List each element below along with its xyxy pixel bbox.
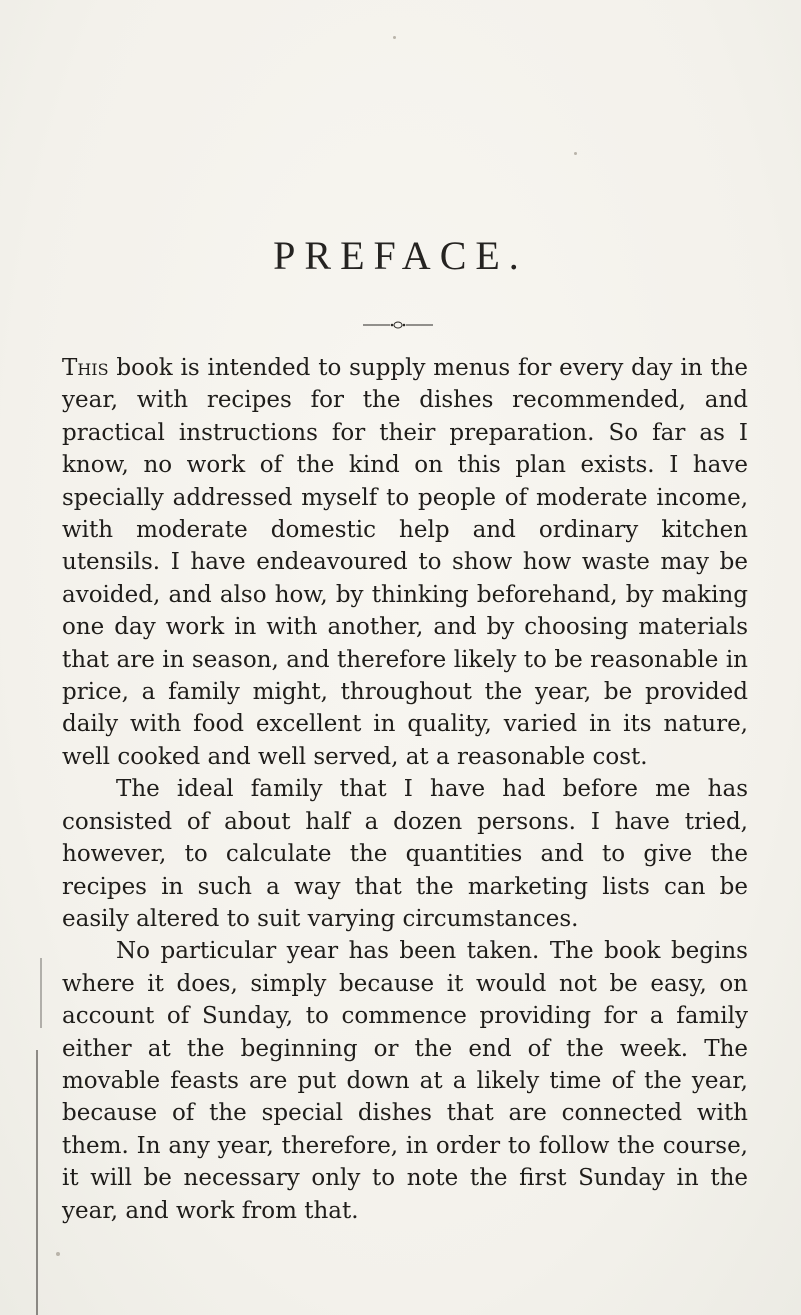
paragraph-text: book is intended to supply menus for every day in the year, with recipes for the dishes recommended, and practical instructions for their preparation. So far as I know, no work of the kind on this plan exists. I have specially addressed myself to people of moderate income, with moderate domestic help and ordinary kitchen utensils. I have endeavoured to show how waste may be avoided, and also how, by thinking beforehand, by making one day work in with another, and by choosing materials that are in season, and therefore likely to be reasonable in price, a family might, throughout the year, be provided daily with food excellent in quality, varied in its nature, well cooked and well served, at a reasonable cost.	[62, 355, 748, 770]
paragraph-1	[62, 352, 748, 773]
paragraph-3: No particular year has been taken. The book begins where it does, simply because it would not be easy, on account of Sunday, to commence providing for a family either at the beginning or the end of the week. The movable feasts are put down at a likely time of the year, because of the special dishes that are connected with them. In any year, therefore, in order to follow the course, it will be necessary only to note the first Sunday in the year, and work from that.	[62, 938, 748, 1224]
paper-spot	[393, 36, 396, 39]
paper-spot	[56, 1252, 60, 1256]
preface-body	[62, 352, 748, 1227]
binding-edge-mark	[36, 1050, 38, 1315]
paper-spot	[574, 152, 577, 155]
page-title: PREFACE.	[273, 233, 528, 278]
paragraph-lead-word: This	[62, 355, 109, 381]
ornament-rule	[363, 320, 433, 330]
binding-edge-mark	[40, 958, 42, 1028]
paragraph-2: The ideal family that I have had before me has consisted of about half a dozen persons. I have tried, however, to calculate the quantities and to give the recipes in such a way that the marketing lists can be easily altered to suit varying circumstances.	[62, 776, 748, 932]
